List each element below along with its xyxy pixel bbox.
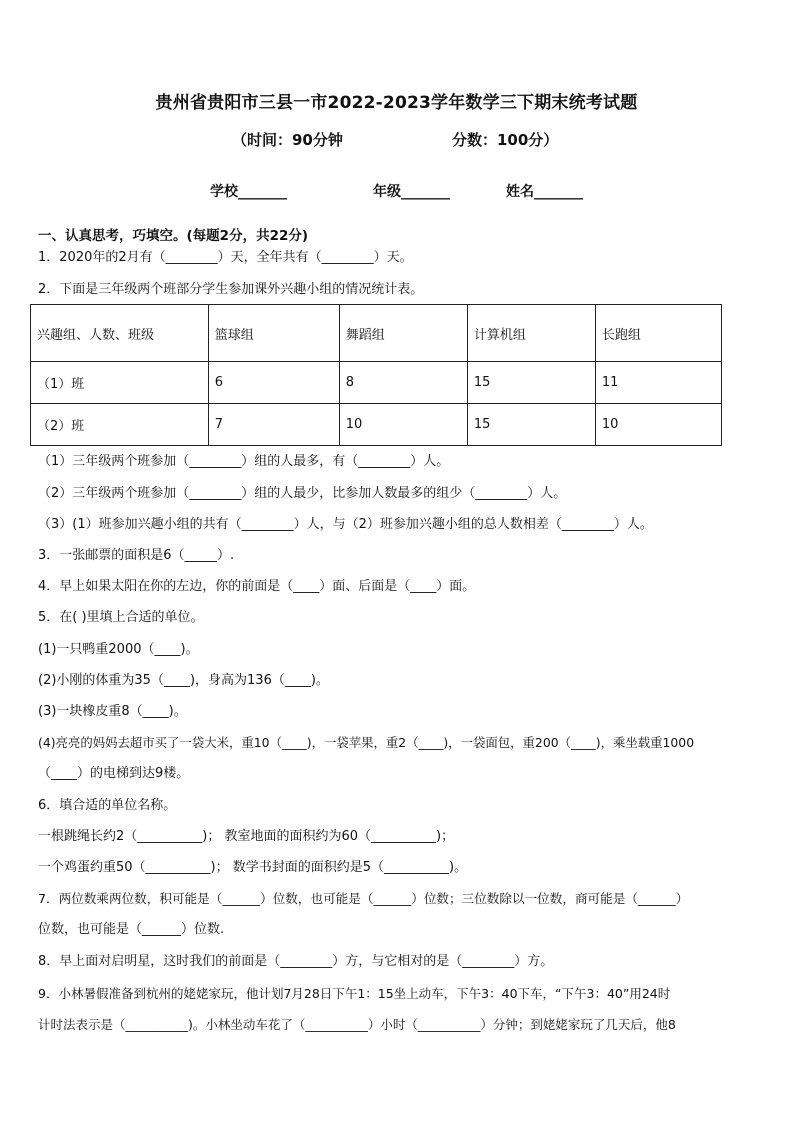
question-5-part-3: (3)一块橡皮重8（____)。 bbox=[38, 704, 187, 719]
table-cell: 8 bbox=[339, 362, 467, 404]
table-cell: （2）班 bbox=[31, 404, 209, 446]
table-header-cell: 篮球组 bbox=[208, 305, 339, 362]
table-cell: 15 bbox=[467, 362, 595, 404]
exam-title: 贵州省贵阳市三县一市2022-2023学年数学三下期末统考试题 bbox=[155, 93, 638, 113]
time-limit: （时间：90分钟 bbox=[232, 131, 343, 149]
table-header-cell: 舞蹈组 bbox=[339, 305, 467, 362]
table-cell: 11 bbox=[595, 362, 721, 404]
question-5-part-4-cont: （____）的电梯到达9楼。 bbox=[38, 766, 190, 781]
question-2-part-2: （2）三年级两个班参加（________）组的人最少，比参加人数最多的组少（________）人。 bbox=[38, 486, 567, 501]
question-5-part-4: (4)亮亮的妈妈去超市买了一袋大米，重10（____)，一袋苹果，重2（____)，一袋面包，重200（____)，乘坐载重1000 bbox=[38, 735, 695, 750]
question-9-cont: 计时法表示是（__________)。小林坐动车花了（__________）小时（__________）分钟；到姥姥家玩了几天后，他8 bbox=[38, 1017, 676, 1032]
table-cell: 10 bbox=[595, 404, 721, 446]
table-cell: 6 bbox=[208, 362, 339, 404]
question-8: 8．早上面对启明星，这时我们的前面是（________）方，与它相对的是（________）方。 bbox=[38, 954, 554, 969]
total-score: 分数：100分） bbox=[452, 131, 559, 149]
question-7-cont: 位数，也可能是（______）位数. bbox=[38, 922, 225, 937]
question-2: 2．下面是三年级两个班部分学生参加课外兴趣小组的情况统计表。 bbox=[38, 282, 424, 297]
table-cell: （1）班 bbox=[31, 362, 209, 404]
table-cell: 10 bbox=[339, 404, 467, 446]
section-heading: 一、认真思考，巧填空。(每题2分，共22分) bbox=[38, 228, 309, 244]
table-row bbox=[31, 404, 722, 446]
table-cell: 7 bbox=[208, 404, 339, 446]
question-6: 6．填合适的单位名称。 bbox=[38, 798, 177, 813]
table-header-cell: 兴趣组、人数、班级 bbox=[31, 305, 209, 362]
table-header-cell: 计算机组 bbox=[467, 305, 595, 362]
table-header-row bbox=[31, 305, 722, 362]
grade-field: 年级_______ bbox=[373, 184, 450, 200]
question-9: 9．小林暑假准备到杭州的姥姥家玩，他计划7月28日下午1：15坐上动车，下午3：40下车，“下午3：40”用24时 bbox=[38, 986, 671, 1001]
table-header-cell: 长跑组 bbox=[595, 305, 721, 362]
question-2-part-1: （1）三年级两个班参加（________）组的人最多，有（________）人。 bbox=[38, 454, 450, 469]
question-7: 7．两位数乘两位数，积可能是（______）位数，也可能是（______）位数；三位数除以一位数，商可能是（______） bbox=[38, 891, 689, 906]
question-5: 5．在( )里填上合适的单位。 bbox=[38, 610, 204, 625]
table-cell: 15 bbox=[467, 404, 595, 446]
question-3: 3．一张邮票的面积是6（_____）. bbox=[38, 548, 235, 563]
question-5-part-1: (1)一只鸭重2000（____)。 bbox=[38, 642, 199, 657]
question-2-part-3: （3）(1）班参加兴趣小组的共有（________）人，与（2）班参加兴趣小组的总人数相差（________）人。 bbox=[38, 517, 653, 532]
question-4: 4．早上如果太阳在你的左边，你的前面是（____）面、后面是（____）面。 bbox=[38, 579, 476, 594]
question-6-row-2: 一个鸡蛋约重50（__________)； 数学书封面的面积约是5（__________)。 bbox=[38, 860, 468, 875]
name-field: 姓名_______ bbox=[506, 184, 583, 200]
table-row bbox=[31, 362, 722, 404]
question-1: 1．2020年的2月有（________）天，全年共有（________）天。 bbox=[38, 250, 413, 265]
interest-group-table bbox=[30, 304, 722, 446]
question-5-part-2: (2)小刚的体重为35（____)，身高为136（____)。 bbox=[38, 673, 329, 688]
question-6-row-1: 一根跳绳长约2（__________)； 教室地面的面积约为60（__________)； bbox=[38, 829, 455, 844]
school-field: 学校_______ bbox=[210, 184, 287, 200]
